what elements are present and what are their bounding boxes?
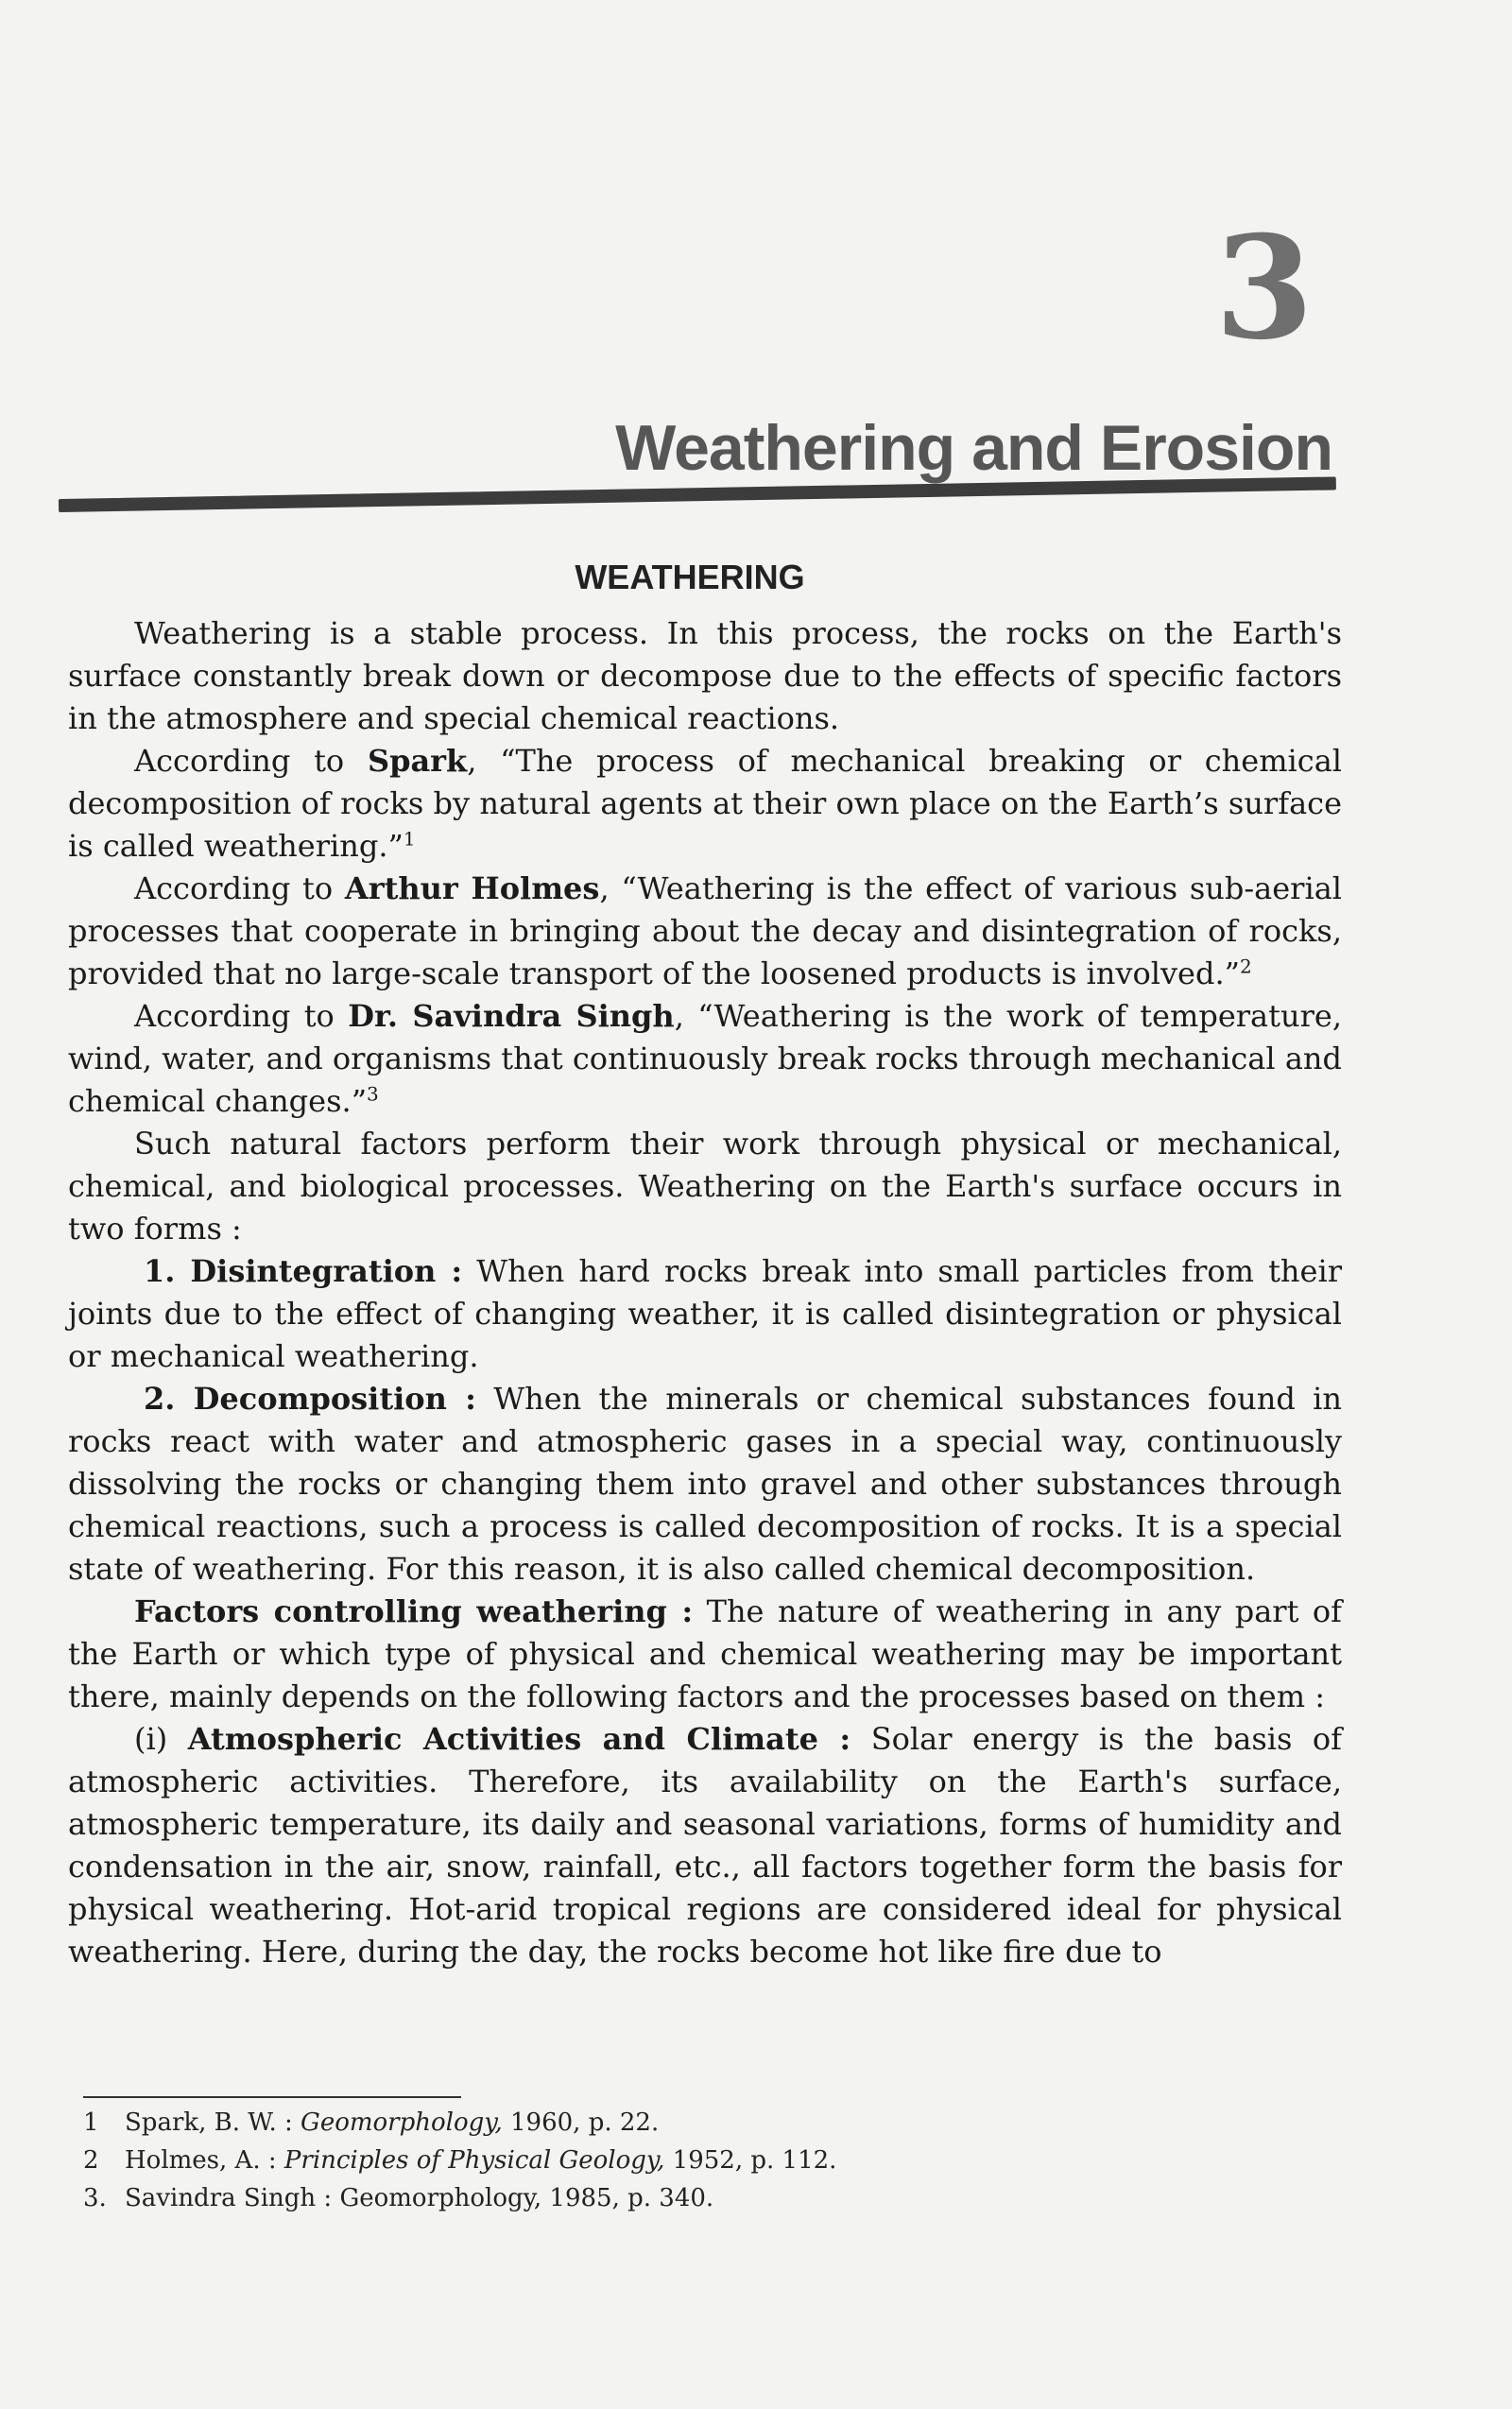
paragraph-singh: According to Dr. Savindra Singh, “Weathering is the work of temperature, wind, water, and organisms that continuously break rocks through mechanical and chemical changes.”$^3$ xyxy=(68,998,1343,1119)
paragraph-factors: Factors controlling weathering : The nature of weathering in any part of the Earth or which type of physical and chemical weathering may be important there, mainly depends on the following factors and the processes based on them : xyxy=(68,1593,1343,1714)
paragraph-holmes: According to Arthur Holmes, “Weathering is the effect of various sub-aerial processes that cooperate in bringing about the decay and disintegration of rocks, provided that no large-scale transport of the loosened products is involved.”$^2$ xyxy=(68,870,1343,991)
footnote-divider xyxy=(83,2096,461,2098)
paragraph-spark: According to Spark, “The process of mechanical breaking or chemical decomposition of rocks by natural agents at their own place on the Earth’s surface is called weathering.”$^1$ xyxy=(68,743,1343,864)
body-text xyxy=(68,612,1342,1973)
footnotes xyxy=(83,2104,1312,2217)
footnote-item: 1 Spark, B. W. : Geomorphology, 1960, p. 22. xyxy=(83,2108,660,2137)
footnote-ref: 2 xyxy=(1240,955,1252,978)
chapter-title: Weathering and Erosion xyxy=(615,412,1332,484)
footnote-item: 2 Holmes, A. : Principles of Physical Geology, 1952, p. 112. xyxy=(83,2146,837,2175)
paragraph-forms: Such natural factors perform their work through physical or mechanical, chemical, and biological processes. Weathering on the Earth's surface occurs in two forms : xyxy=(68,1126,1342,1247)
paragraph-atmospheric: (i) Atmospheric Activities and Climate : Solar energy is the basis of atmospheric activities. Therefore, its availability on the Earth's surface, atmospheric temperature, its daily and seasonal variations, forms of humidity and condensation in the air, snow, rainfall, etc., all factors together form the basis for physical weathering. Hot-arid tropical regions are considered ideal for physical weathering. Here, during the day, the rocks become hot like fire due to xyxy=(68,1721,1343,1970)
chapter-number: 3 xyxy=(1214,205,1314,371)
author-name: Arthur Holmes xyxy=(344,870,600,906)
footnote-item: 3. Savindra Singh : Geomorphology, 1985, p. 340. xyxy=(83,2184,714,2212)
list-item-disintegration: 1. Disintegration : When hard rocks break into small particles from their joints due to the effect of changing weather, it is called disintegration or physical or mechanical weathering. xyxy=(68,1253,1343,1374)
author-name: Dr. Savindra Singh xyxy=(348,998,675,1034)
footnote-ref: 3 xyxy=(367,1082,379,1106)
section-heading: WEATHERING xyxy=(575,558,805,596)
footnote-ref: 1 xyxy=(403,827,416,851)
paragraph-intro: Weathering is a stable process. In this process, the rocks on the Earth's surface constantly break down or decompose due to the effects of specific factors in the atmosphere and special chemical reactions. xyxy=(68,615,1342,736)
author-name: Spark xyxy=(367,743,468,779)
list-item-decomposition: 2. Decomposition : When the minerals or chemical substances found in rocks react with water and atmospheric gases in a special way, continuously dissolving the rocks or changing them into gravel and other substances through chemical reactions, such a process is called decomposition of rocks. It is a special state of weathering. For this reason, it is also called chemical decomposition. xyxy=(68,1381,1342,1587)
